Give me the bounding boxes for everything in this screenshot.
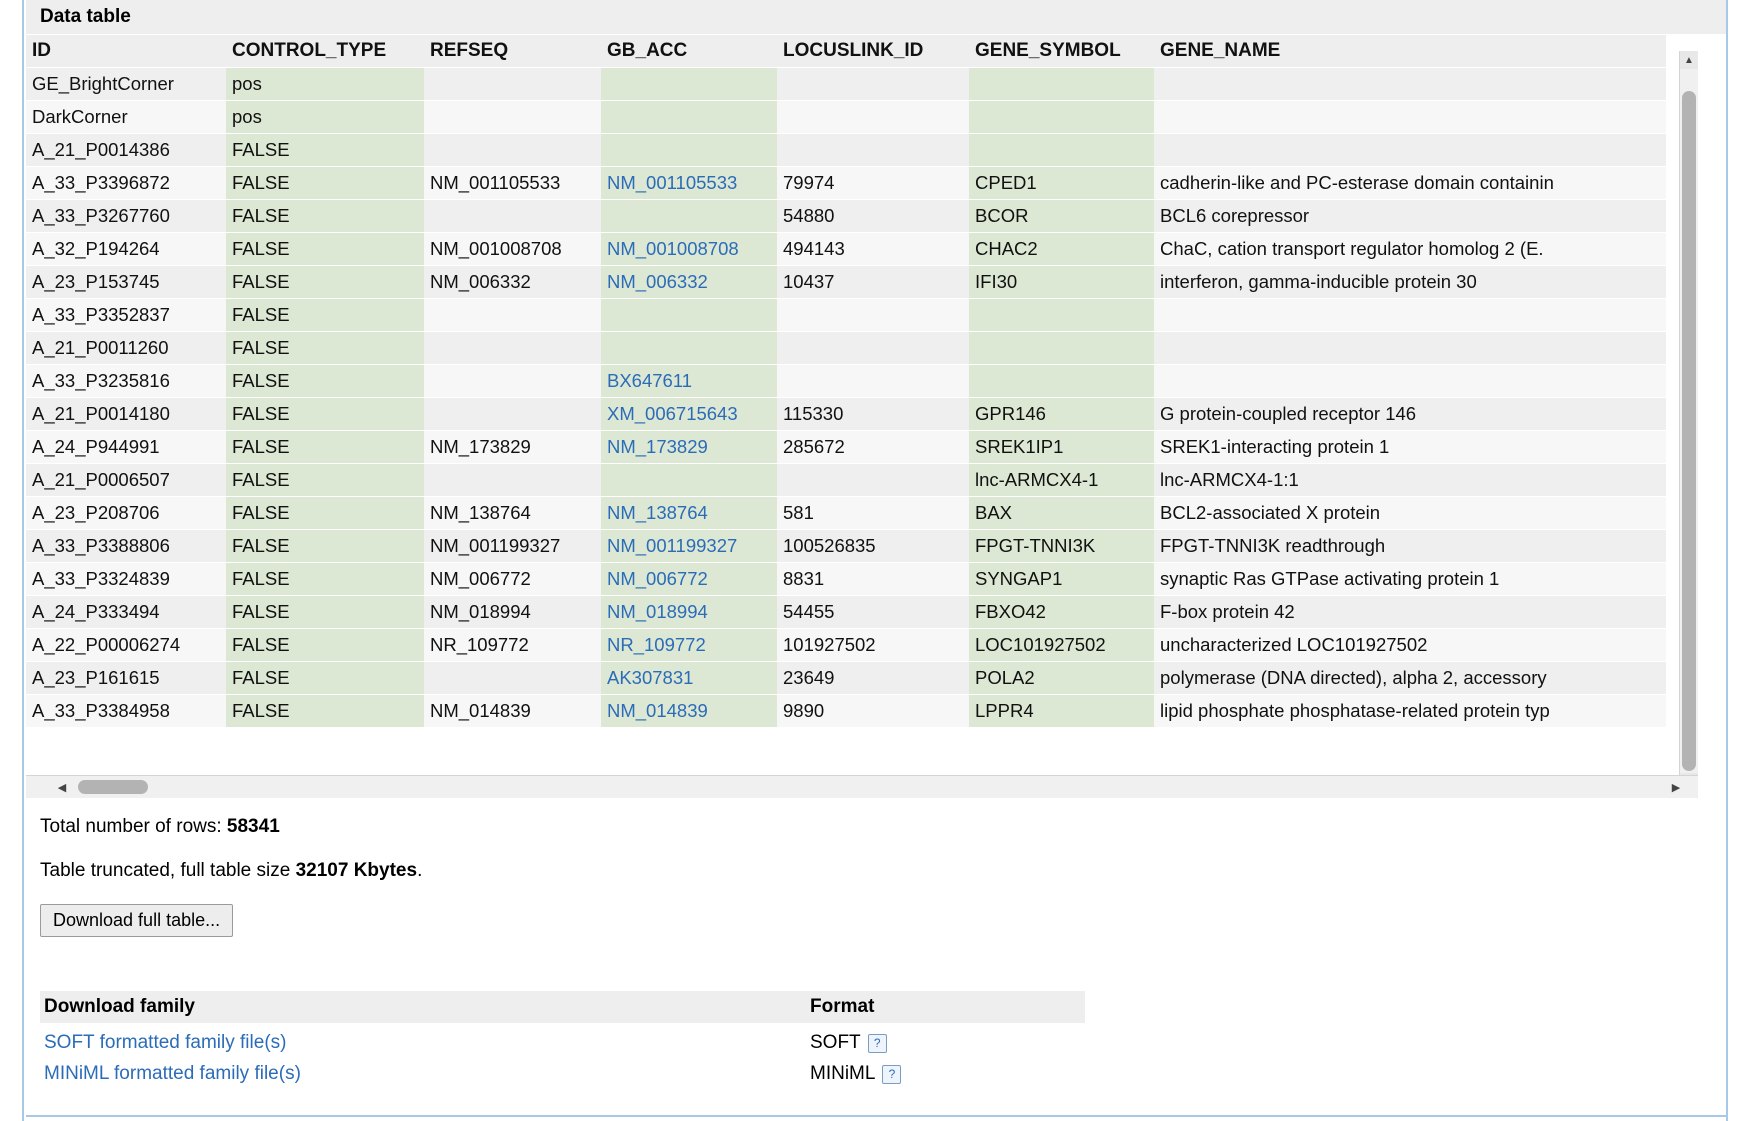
table-row — [26, 629, 1666, 662]
cell-id: A_33_P3384958 — [26, 695, 226, 728]
cell-refseq: NM_173829 — [424, 431, 601, 464]
cell-control-type: FALSE — [226, 200, 424, 233]
table-row — [26, 431, 1666, 464]
cell-locuslink-id: 115330 — [777, 398, 969, 431]
help-icon[interactable]: ? — [882, 1065, 901, 1084]
cell-control-type: FALSE — [226, 299, 424, 332]
download-family-name-cell — [40, 1032, 806, 1054]
cell-gene-symbol: LOC101927502 — [969, 629, 1154, 662]
cell-gene-symbol: POLA2 — [969, 662, 1154, 695]
cell-gene-symbol: SREK1IP1 — [969, 431, 1154, 464]
cell-refseq — [424, 101, 601, 134]
cell-gene-name — [1154, 68, 1666, 101]
data-table — [26, 35, 1666, 728]
table-row — [26, 134, 1666, 167]
bottom-divider — [26, 1115, 1726, 1117]
cell-refseq: NM_006332 — [424, 266, 601, 299]
cell-locuslink-id: 8831 — [777, 563, 969, 596]
help-icon[interactable]: ? — [868, 1034, 887, 1053]
cell-gene-name: FPGT-TNNI3K readthrough — [1154, 530, 1666, 563]
truncated-size: 32107 Kbytes — [295, 860, 418, 881]
cell-control-type: FALSE — [226, 596, 424, 629]
cell-gb-acc — [601, 266, 777, 299]
cell-id: A_21_P0011260 — [26, 332, 226, 365]
download-family-header — [40, 991, 1085, 1023]
gb-acc-link[interactable]: NM_173829 — [607, 436, 708, 457]
cell-gene-name — [1154, 365, 1666, 398]
cell-refseq — [424, 662, 601, 695]
cell-gene-name: BCL2-associated X protein — [1154, 497, 1666, 530]
table-row — [26, 662, 1666, 695]
cell-gene-name: lipid phosphate phosphatase-related protein typ — [1154, 695, 1666, 728]
cell-gene-symbol: IFI30 — [969, 266, 1154, 299]
cell-refseq — [424, 464, 601, 497]
cell-gene-name — [1154, 134, 1666, 167]
cell-refseq — [424, 134, 601, 167]
cell-gene-name — [1154, 101, 1666, 134]
cell-gb-acc — [601, 167, 777, 200]
cell-id: DarkCorner — [26, 101, 226, 134]
cell-control-type: FALSE — [226, 233, 424, 266]
table-row — [26, 497, 1666, 530]
cell-id: A_33_P3324839 — [26, 563, 226, 596]
cell-gene-name — [1154, 332, 1666, 365]
table-row — [26, 695, 1666, 728]
vertical-scroll-thumb[interactable] — [1682, 91, 1696, 771]
cell-gb-acc — [601, 332, 777, 365]
cell-control-type: FALSE — [226, 266, 424, 299]
cell-gb-acc — [601, 200, 777, 233]
cell-refseq: NM_138764 — [424, 497, 601, 530]
cell-gene-name: SREK1-interacting protein 1 — [1154, 431, 1666, 464]
cell-gene-symbol: lnc-ARMCX4-1 — [969, 464, 1154, 497]
table-row — [26, 464, 1666, 497]
cell-control-type: FALSE — [226, 662, 424, 695]
cell-locuslink-id — [777, 299, 969, 332]
cell-control-type: FALSE — [226, 530, 424, 563]
gb-acc-link[interactable]: NR_109772 — [607, 634, 706, 655]
cell-locuslink-id: 54880 — [777, 200, 969, 233]
scroll-right-arrow-icon[interactable]: ▶ — [1671, 781, 1681, 794]
cell-gene-symbol: CHAC2 — [969, 233, 1154, 266]
cell-refseq: NM_006772 — [424, 563, 601, 596]
cell-gb-acc — [601, 299, 777, 332]
gb-acc-link[interactable]: NM_006772 — [607, 568, 708, 589]
cell-gb-acc — [601, 530, 777, 563]
table-row — [26, 332, 1666, 365]
gb-acc-link[interactable]: NM_001199327 — [607, 535, 738, 556]
gb-acc-link[interactable]: XM_006715643 — [607, 403, 738, 424]
cell-control-type: FALSE — [226, 695, 424, 728]
cell-id: A_33_P3388806 — [26, 530, 226, 563]
cell-control-type: pos — [226, 101, 424, 134]
cell-control-type: FALSE — [226, 398, 424, 431]
cell-gene-symbol: FBXO42 — [969, 596, 1154, 629]
cell-id: A_22_P00006274 — [26, 629, 226, 662]
table-row — [26, 101, 1666, 134]
cell-gb-acc — [601, 365, 777, 398]
column-header-gb-acc[interactable]: GB_ACC — [601, 35, 777, 68]
gb-acc-link[interactable]: NM_001105533 — [607, 172, 738, 193]
cell-id: A_23_P161615 — [26, 662, 226, 695]
data-table-scroll-area[interactable] — [26, 35, 1676, 745]
total-rows-line — [40, 816, 1726, 838]
scroll-left-arrow-icon[interactable]: ◀ — [57, 781, 67, 794]
gb-acc-link[interactable]: NM_001008708 — [607, 238, 739, 259]
cell-gene-symbol — [969, 101, 1154, 134]
cell-gb-acc — [601, 497, 777, 530]
table-row — [26, 68, 1666, 101]
download-family-header-format: Format — [810, 996, 875, 1017]
miniml-family-file-link[interactable]: MINiML formatted family file(s) — [44, 1063, 301, 1084]
cell-gb-acc — [601, 596, 777, 629]
table-row — [26, 365, 1666, 398]
cell-refseq: NM_014839 — [424, 695, 601, 728]
cell-gene-symbol: SYNGAP1 — [969, 563, 1154, 596]
cell-refseq: NM_001008708 — [424, 233, 601, 266]
cell-gene-name — [1154, 299, 1666, 332]
cell-gb-acc — [601, 431, 777, 464]
column-header-gene-name[interactable]: GENE_NAME — [1154, 35, 1666, 68]
cell-id: A_24_P944991 — [26, 431, 226, 464]
cell-control-type: FALSE — [226, 563, 424, 596]
cell-control-type: FALSE — [226, 497, 424, 530]
cell-gene-name: G protein-coupled receptor 146 — [1154, 398, 1666, 431]
cell-gene-symbol — [969, 68, 1154, 101]
cell-locuslink-id — [777, 332, 969, 365]
cell-gb-acc — [601, 398, 777, 431]
total-rows-label: Total number of rows: — [40, 816, 222, 837]
cell-gene-name: synaptic Ras GTPase activating protein 1 — [1154, 563, 1666, 596]
cell-gene-symbol — [969, 134, 1154, 167]
truncated-prefix: Table truncated, full table size — [40, 860, 291, 881]
truncated-line — [40, 860, 1726, 882]
cell-id: A_33_P3352837 — [26, 299, 226, 332]
truncated-suffix: . — [417, 860, 423, 881]
cell-gene-name: F-box protein 42 — [1154, 596, 1666, 629]
cell-refseq — [424, 365, 601, 398]
cell-locuslink-id: 100526835 — [777, 530, 969, 563]
cell-id: GE_BrightCorner — [26, 68, 226, 101]
cell-gene-symbol — [969, 299, 1154, 332]
page-content — [26, 0, 1726, 1121]
cell-locuslink-id — [777, 68, 969, 101]
cell-refseq — [424, 299, 601, 332]
cell-locuslink-id — [777, 464, 969, 497]
cell-refseq — [424, 332, 601, 365]
miniml-format-label: MINiML — [810, 1063, 876, 1084]
scroll-up-arrow-icon[interactable]: ▲ — [1680, 51, 1698, 69]
download-family-row — [40, 1054, 1085, 1085]
table-row — [26, 266, 1666, 299]
cell-control-type: FALSE — [226, 332, 424, 365]
cell-locuslink-id: 54455 — [777, 596, 969, 629]
cell-locuslink-id: 285672 — [777, 431, 969, 464]
cell-id: A_21_P0014180 — [26, 398, 226, 431]
soft-family-file-link[interactable]: SOFT formatted family file(s) — [44, 1032, 287, 1053]
download-full-table-button[interactable]: Download full table... — [40, 904, 233, 937]
cell-locuslink-id: 79974 — [777, 167, 969, 200]
cell-locuslink-id: 10437 — [777, 266, 969, 299]
gb-acc-link[interactable]: NM_138764 — [607, 502, 708, 523]
cell-gb-acc — [601, 233, 777, 266]
cell-id: A_33_P3235816 — [26, 365, 226, 398]
cell-gene-symbol: CPED1 — [969, 167, 1154, 200]
gb-acc-link[interactable]: AK307831 — [607, 667, 694, 688]
cell-refseq: NM_001105533 — [424, 167, 601, 200]
gb-acc-link[interactable]: NM_006332 — [607, 271, 708, 292]
cell-gb-acc — [601, 464, 777, 497]
table-horizontal-scrollbar[interactable] — [26, 775, 1698, 798]
table-vertical-scrollbar[interactable] — [1679, 51, 1698, 791]
total-rows-value: 58341 — [226, 816, 280, 837]
cell-refseq: NM_001199327 — [424, 530, 601, 563]
cell-control-type: FALSE — [226, 134, 424, 167]
table-row — [26, 299, 1666, 332]
horizontal-scroll-thumb[interactable] — [78, 780, 148, 794]
cell-control-type: FALSE — [226, 365, 424, 398]
gb-acc-link[interactable]: BX647611 — [607, 370, 693, 391]
cell-locuslink-id — [777, 365, 969, 398]
download-family-header-name: Download family — [44, 996, 195, 1017]
cell-refseq — [424, 68, 601, 101]
cell-gb-acc — [601, 629, 777, 662]
cell-refseq: NR_109772 — [424, 629, 601, 662]
cell-id: A_23_P208706 — [26, 497, 226, 530]
column-header-control-type[interactable]: CONTROL_TYPE — [226, 35, 424, 68]
soft-format-label: SOFT — [810, 1032, 861, 1053]
cell-control-type: FALSE — [226, 167, 424, 200]
cell-gene-name: cadherin-like and PC-esterase domain containin — [1154, 167, 1666, 200]
cell-id: A_32_P194264 — [26, 233, 226, 266]
cell-refseq — [424, 398, 601, 431]
cell-locuslink-id — [777, 101, 969, 134]
cell-gene-name: polymerase (DNA directed), alpha 2, accessory — [1154, 662, 1666, 695]
right-page-rail — [1726, 0, 1740, 1121]
download-family-format-cell — [806, 1063, 1085, 1085]
cell-id: A_24_P333494 — [26, 596, 226, 629]
cell-gene-symbol — [969, 332, 1154, 365]
table-row — [26, 563, 1666, 596]
column-header-refseq[interactable]: REFSEQ — [424, 35, 601, 68]
cell-gb-acc — [601, 134, 777, 167]
cell-gene-symbol — [969, 365, 1154, 398]
cell-control-type: pos — [226, 68, 424, 101]
cell-gene-symbol: BCOR — [969, 200, 1154, 233]
cell-id: A_23_P153745 — [26, 266, 226, 299]
cell-control-type: FALSE — [226, 431, 424, 464]
cell-id: A_21_P0006507 — [26, 464, 226, 497]
cell-locuslink-id: 23649 — [777, 662, 969, 695]
cell-gb-acc — [601, 563, 777, 596]
cell-gb-acc — [601, 68, 777, 101]
cell-gb-acc — [601, 662, 777, 695]
cell-gene-symbol: BAX — [969, 497, 1154, 530]
table-row — [26, 233, 1666, 266]
cell-gene-name: uncharacterized LOC101927502 — [1154, 629, 1666, 662]
cell-gb-acc — [601, 101, 777, 134]
gb-acc-link[interactable]: NM_014839 — [607, 700, 708, 721]
column-header-id[interactable]: ID — [26, 35, 226, 68]
cell-refseq — [424, 200, 601, 233]
cell-refseq: NM_018994 — [424, 596, 601, 629]
data-table-body — [26, 68, 1666, 728]
cell-locuslink-id: 101927502 — [777, 629, 969, 662]
cell-gene-symbol: FPGT-TNNI3K — [969, 530, 1154, 563]
table-row — [26, 398, 1666, 431]
download-family-row — [40, 1023, 1085, 1054]
cell-control-type: FALSE — [226, 464, 424, 497]
cell-locuslink-id: 581 — [777, 497, 969, 530]
cell-locuslink-id — [777, 134, 969, 167]
table-row — [26, 530, 1666, 563]
cell-gene-symbol: GPR146 — [969, 398, 1154, 431]
cell-gene-name: interferon, gamma-inducible protein 30 — [1154, 266, 1666, 299]
data-table-viewport — [26, 35, 1698, 775]
table-row — [26, 167, 1666, 200]
table-summary — [26, 798, 1726, 882]
cell-gene-name: ChaC, cation transport regulator homolog 2 (E. — [1154, 233, 1666, 266]
column-header-locuslink-id[interactable]: LOCUSLINK_ID — [777, 35, 969, 68]
cell-gene-name: BCL6 corepressor — [1154, 200, 1666, 233]
cell-id: A_21_P0014386 — [26, 134, 226, 167]
download-family-format-cell — [806, 1032, 1085, 1054]
cell-locuslink-id: 494143 — [777, 233, 969, 266]
column-header-gene-symbol[interactable]: GENE_SYMBOL — [969, 35, 1154, 68]
cell-control-type: FALSE — [226, 629, 424, 662]
left-page-rail — [0, 0, 24, 1121]
cell-gene-name: lnc-ARMCX4-1:1 — [1154, 464, 1666, 497]
data-table-header-row — [26, 35, 1666, 68]
cell-locuslink-id: 9890 — [777, 695, 969, 728]
cell-id: A_33_P3267760 — [26, 200, 226, 233]
table-row — [26, 200, 1666, 233]
download-family-section — [26, 991, 1726, 1085]
data-table-title: Data table — [26, 0, 1726, 35]
download-family-name-cell — [40, 1063, 806, 1085]
cell-gb-acc — [601, 695, 777, 728]
cell-gene-symbol: LPPR4 — [969, 695, 1154, 728]
table-row — [26, 596, 1666, 629]
gb-acc-link[interactable]: NM_018994 — [607, 601, 708, 622]
cell-id: A_33_P3396872 — [26, 167, 226, 200]
